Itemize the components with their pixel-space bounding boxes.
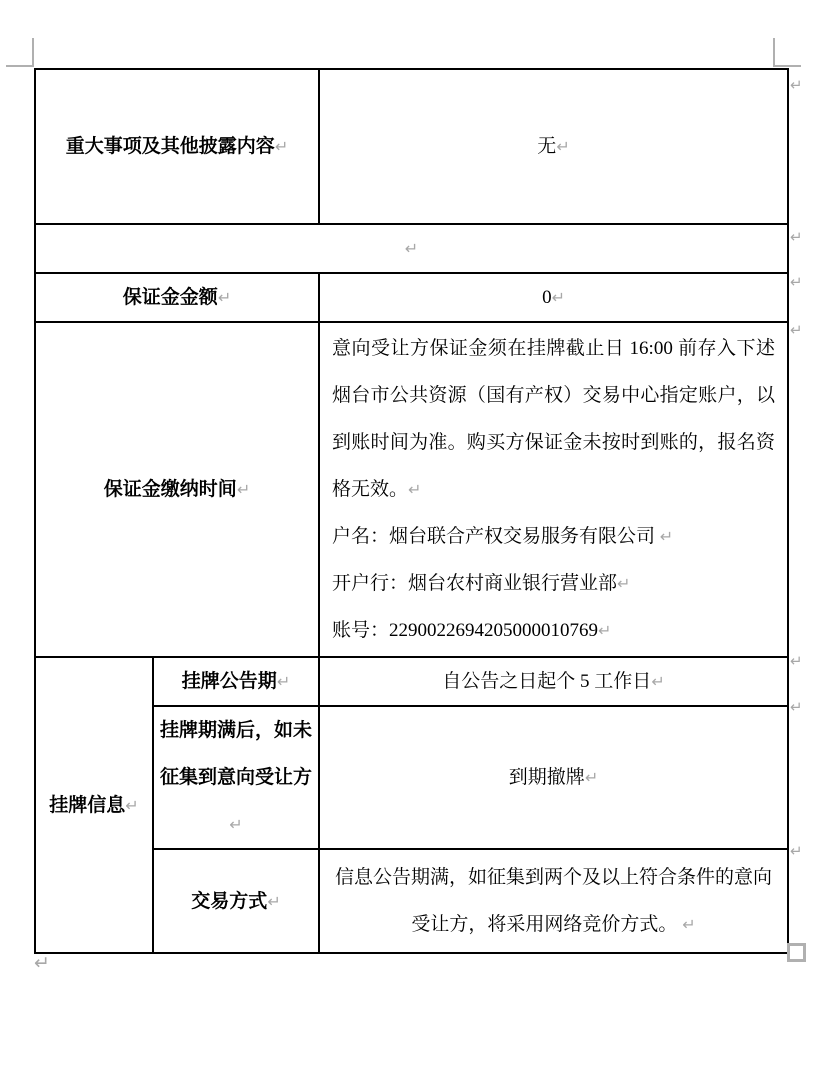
end-of-cell-mark: ↵ xyxy=(651,672,665,691)
transaction-method-label: 交易方式 xyxy=(191,890,268,912)
end-of-cell-mark: ↵ xyxy=(236,480,251,499)
bank-branch-paragraph xyxy=(332,560,775,607)
account-name-paragraph xyxy=(332,513,775,560)
listing-info-label: 挂牌信息 xyxy=(49,794,126,816)
paragraph-mark: ↵ xyxy=(598,621,612,640)
listing-info-label-cell xyxy=(35,657,153,953)
end-of-row-mark: ↵ xyxy=(790,321,803,339)
transaction-method-value-cell xyxy=(319,849,788,953)
deposit-amount-label: 保证金金额 xyxy=(122,287,218,308)
account-number-text: 账号：2290022694205000010769 xyxy=(332,620,599,641)
margin-crop-mark-top-left xyxy=(6,38,34,67)
end-of-row-mark: ↵ xyxy=(790,273,803,291)
notice-period-value-cell xyxy=(319,657,788,706)
disclosure-table xyxy=(34,68,789,954)
deposit-amount-value: 0 xyxy=(542,287,552,308)
table-resize-handle[interactable] xyxy=(787,943,806,962)
deposit-amount-label-cell xyxy=(35,273,319,322)
major-disclosure-label-cell xyxy=(35,69,319,224)
end-of-cell-mark: ↵ xyxy=(267,891,281,911)
end-of-cell-mark: ↵ xyxy=(229,815,243,834)
end-of-cell-mark: ↵ xyxy=(551,288,565,307)
expiry-handling-value: 到期撤牌 xyxy=(508,767,585,788)
end-of-cell-mark: ↵ xyxy=(125,795,139,815)
expiry-handling-value-cell xyxy=(319,706,788,849)
end-of-cell-mark: ↵ xyxy=(274,137,289,156)
expiry-handling-label-cell xyxy=(153,706,319,849)
account-name-text: 户名：烟台联合产权交易服务有限公司 xyxy=(332,526,656,547)
deposit-payment-time-label-cell xyxy=(35,322,319,657)
end-of-row-mark: ↵ xyxy=(790,842,803,860)
paragraph-mark: ↵ xyxy=(617,574,631,593)
end-of-cell-mark: ↵ xyxy=(584,768,599,787)
deposit-amount-value-cell xyxy=(319,273,788,322)
transaction-method-label-cell xyxy=(153,849,319,953)
end-of-cell-mark: ↵ xyxy=(276,672,291,691)
table-row-major-disclosure xyxy=(35,69,788,224)
end-of-cell-mark: ↵ xyxy=(404,239,419,258)
account-number-paragraph xyxy=(332,607,775,654)
paragraph-mark-after-table: ↵ xyxy=(34,952,50,974)
major-disclosure-label: 重大事项及其他披露内容 xyxy=(65,136,275,157)
paragraph-mark: ↵ xyxy=(659,527,674,546)
major-disclosure-value-cell xyxy=(319,69,788,224)
deposit-instructions-text: 意向受让方保证金须在挂牌截止日 16:00 前存入下述烟台市公共资源（国有产权）交易中心指定账户，以到账时间为准。购买方保证金未按时到账的，报名资格无效。 xyxy=(332,338,776,500)
expiry-handling-label: 挂牌期满后，如未征集到意向受让方 xyxy=(160,720,313,788)
transaction-method-value: 信息公告期满，如征集到两个及以上符合条件的意向受让方，将采用网络竞价方式。 xyxy=(335,867,773,935)
deposit-payment-time-value-cell xyxy=(319,322,788,657)
table-row-deposit-payment-time xyxy=(35,322,788,657)
end-of-cell-mark: ↵ xyxy=(682,915,696,934)
end-of-cell-mark: ↵ xyxy=(556,137,570,156)
end-of-row-mark: ↵ xyxy=(790,228,803,246)
notice-period-value: 自公告之日起个 5 工作日 xyxy=(442,671,652,692)
end-of-row-mark: ↵ xyxy=(790,652,803,670)
bank-branch-text: 开户行：烟台农村商业银行营业部 xyxy=(332,573,618,594)
paragraph-mark: ↵ xyxy=(408,480,422,499)
deposit-payment-time-label: 保证金缴纳时间 xyxy=(103,479,237,500)
end-of-row-mark: ↵ xyxy=(790,76,803,94)
margin-crop-mark-top-right xyxy=(773,38,801,67)
table-row-deposit-amount xyxy=(35,273,788,322)
table-row-empty xyxy=(35,224,788,273)
table-row-listing-notice-period xyxy=(35,657,788,706)
notice-period-label-cell xyxy=(153,657,319,706)
end-of-row-mark: ↵ xyxy=(790,698,803,716)
notice-period-label: 挂牌公告期 xyxy=(181,671,277,692)
major-disclosure-value: 无 xyxy=(537,136,557,157)
end-of-cell-mark: ↵ xyxy=(217,288,232,307)
deposit-instructions-paragraph xyxy=(332,325,775,513)
empty-row-cell xyxy=(35,224,788,273)
